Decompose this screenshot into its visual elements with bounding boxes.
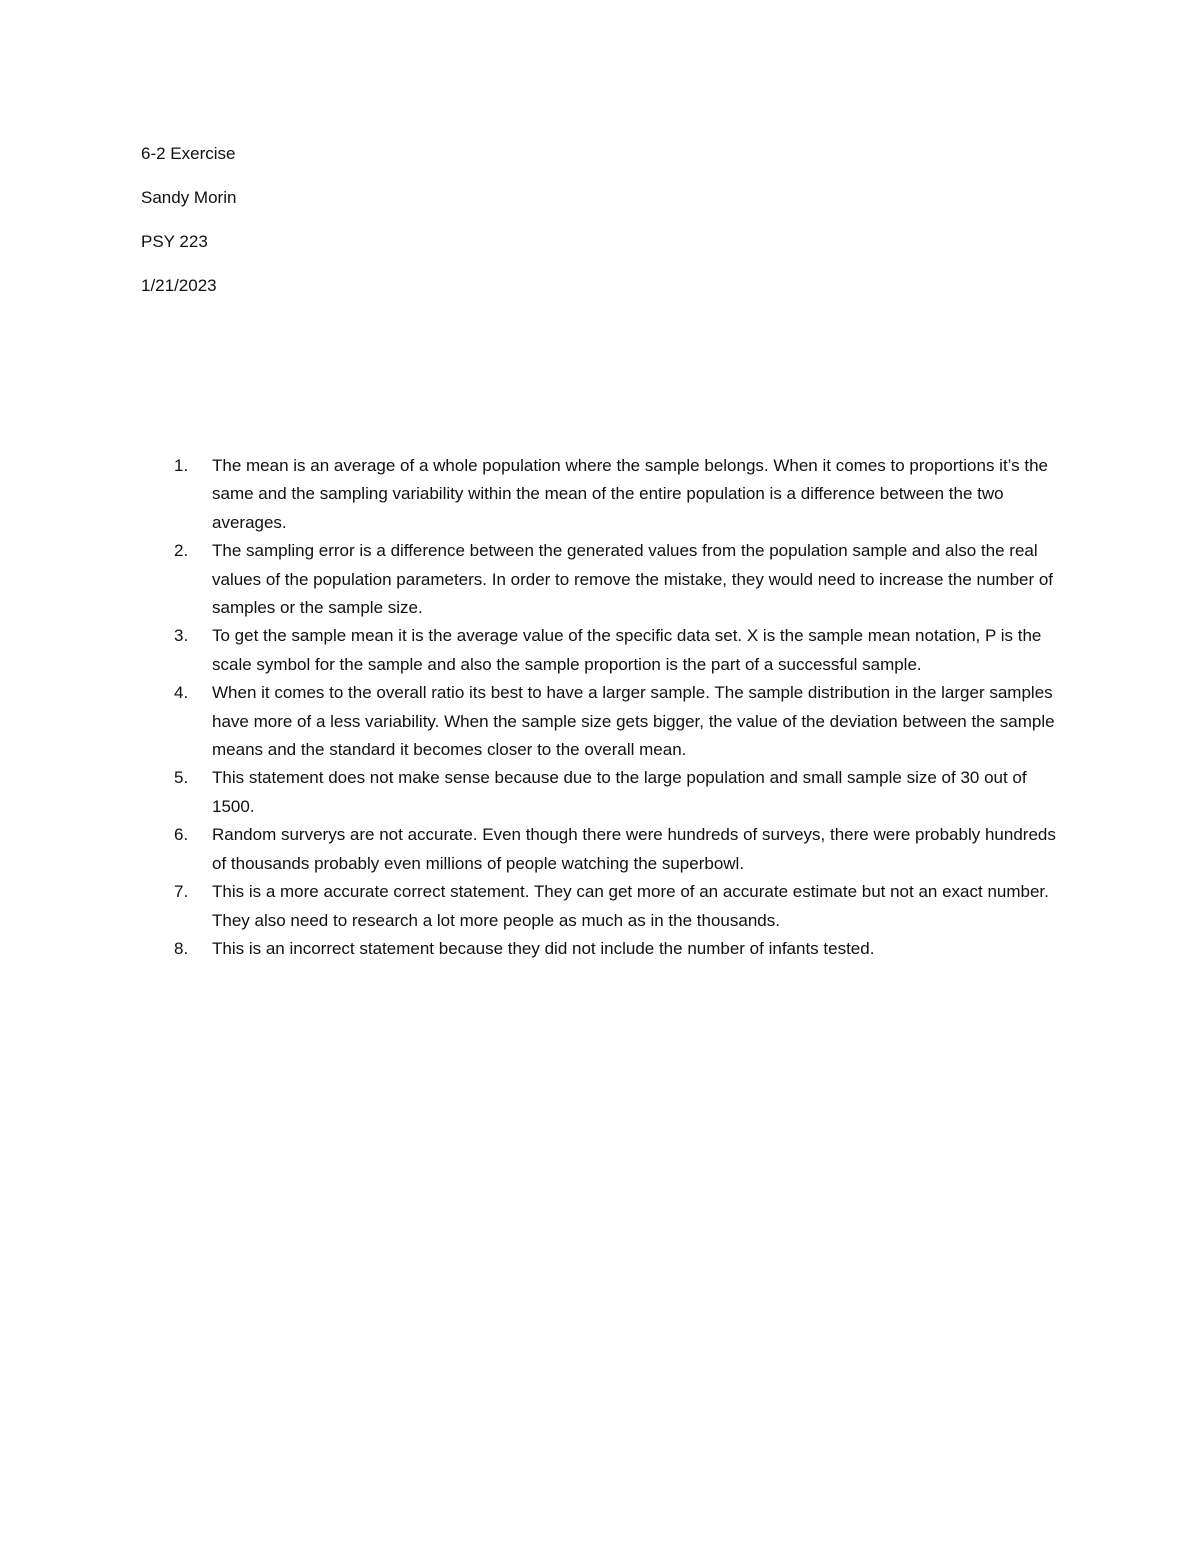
- answer-item-2: [141, 537, 1071, 622]
- course-code: PSY 223: [141, 232, 208, 251]
- answer-text: The mean is an average of a whole population where the sample belongs. When it comes to proportions it’s the same and the sampling variability within the mean of the entire population is a difference between the two averages.: [212, 456, 1049, 532]
- answer-text: The sampling error is a difference between the generated values from the population sample and also the real values of the population parameters. In order to remove the mistake, they would need to increase the number of samples or the sample size.: [212, 541, 1054, 618]
- answer-number: 6.: [174, 825, 189, 845]
- answer-number: 2.: [174, 541, 189, 561]
- document-header: [141, 143, 741, 319]
- author-name: Sandy Morin: [141, 188, 237, 207]
- answer-item-8: [141, 935, 1071, 963]
- answer-text: This is an incorrect statement because they did not include the number of infants tested.: [212, 938, 875, 958]
- answer-text: To get the sample mean it is the average value of the specific data set. X is the sample mean notation, P is the scale symbol for the sample and also the sample proportion is the part of a successful sample.: [212, 626, 1042, 674]
- document-date: 1/21/2023: [141, 276, 217, 295]
- answer-number: 3.: [174, 626, 189, 646]
- answer-item-4: [141, 679, 1071, 764]
- answer-text: This statement does not make sense because due to the large population and small sample size of 30 out of 1500.: [212, 768, 1027, 816]
- answer-text: This is a more accurate correct statement. They can get more of an accurate estimate but not an exact number. They also need to research a lot more people as much as in the thousands.: [212, 882, 1049, 930]
- answer-text: Random surverys are not accurate. Even though there were hundreds of surveys, there were probably hundreds of thousands probably even millions of people watching the superbowl.: [212, 825, 1056, 873]
- answer-text: When it comes to the overall ratio its best to have a larger sample. The sample distribution in the larger samples have more of a less variability. When the sample size gets bigger, the value of the deviation between the sample means and the standard it becomes closer to the overall mean.: [212, 683, 1055, 760]
- answer-item-6: [141, 821, 1071, 878]
- answer-number: 7.: [174, 882, 189, 902]
- answer-item-5: [141, 764, 1071, 821]
- answer-number: 4.: [174, 683, 189, 703]
- answer-number: 8.: [174, 938, 189, 958]
- answer-number: 5.: [174, 768, 189, 788]
- answer-list: [141, 452, 1071, 963]
- answer-item-3: [141, 622, 1071, 679]
- answer-number: 1.: [174, 456, 189, 475]
- answer-item-7: [141, 878, 1071, 935]
- answer-item-1: [141, 452, 1071, 537]
- exercise-title: 6-2 Exercise: [141, 144, 236, 163]
